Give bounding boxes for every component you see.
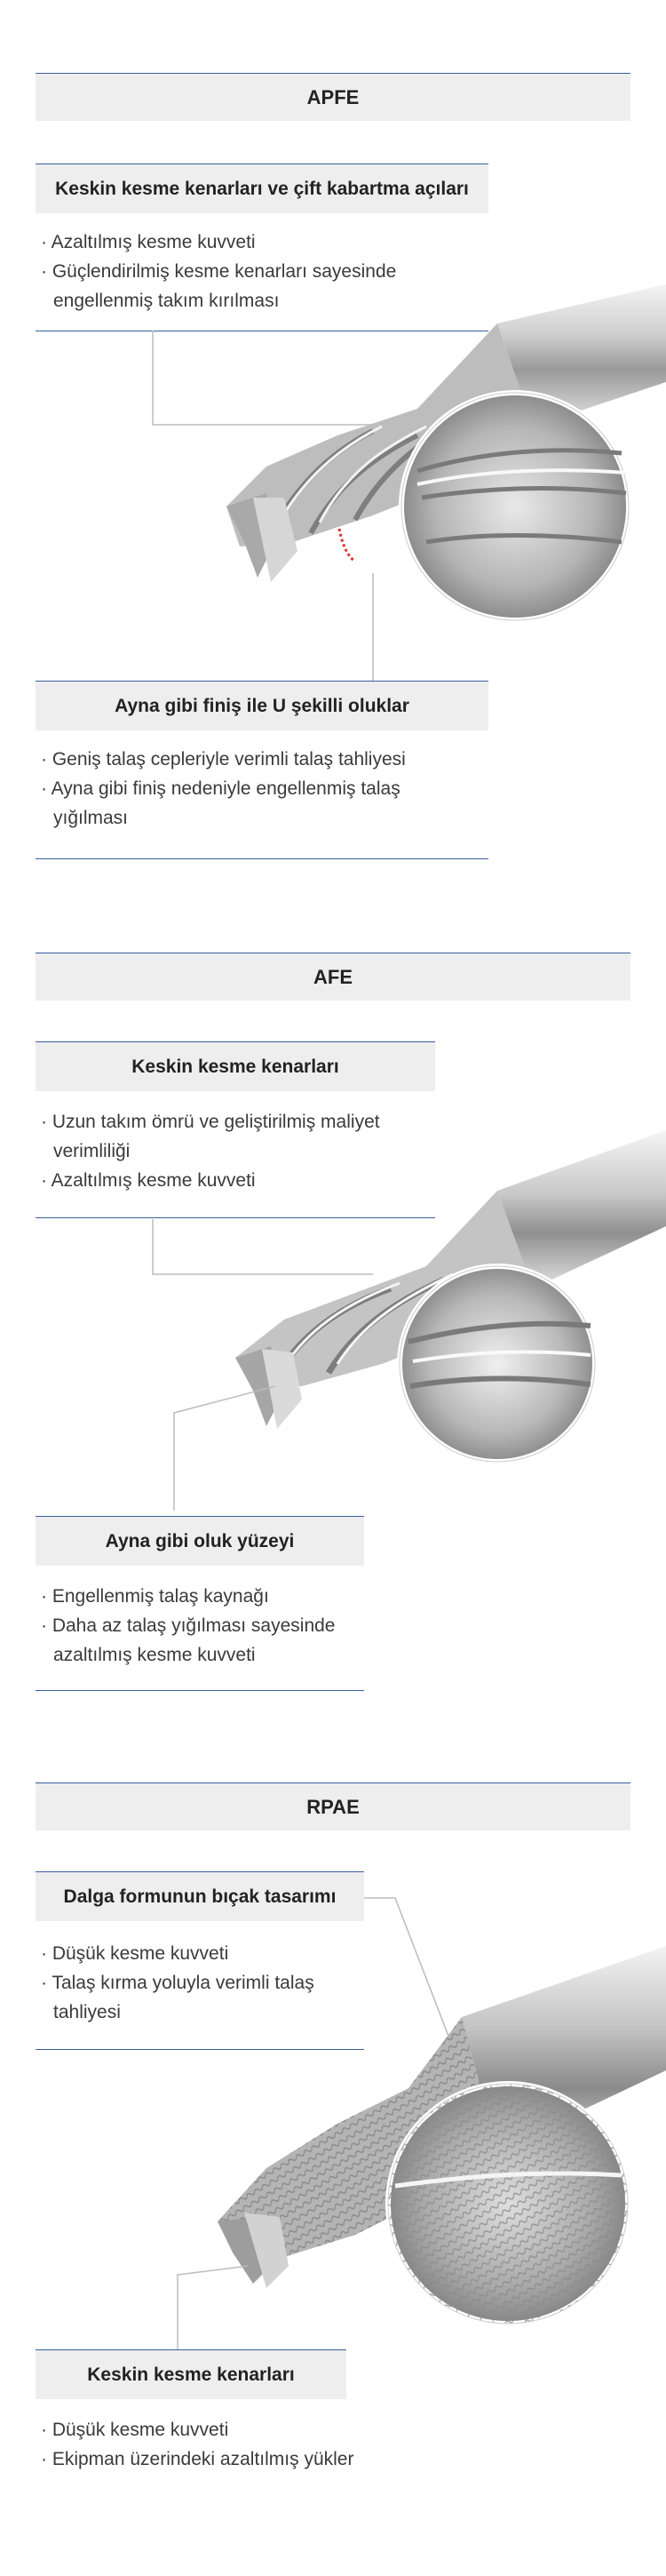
section-title-afe: AFE xyxy=(36,953,630,1001)
bullet-item: · Talaş kırma yoluyla verimli talaş tahliyesi xyxy=(41,1968,361,2027)
bullet-item: · Ayna gibi finiş nedeniyle engellenmiş talaş yığılması xyxy=(41,774,449,833)
bullet-item: · Düşük kesme kuvveti xyxy=(41,2415,414,2444)
bullet-item: · Azaltılmış kesme kuvveti xyxy=(41,227,449,257)
feature-heading: Dalga formunun bıçak tasarımı xyxy=(36,1871,364,1921)
feature-heading: Keskin kesme kenarları xyxy=(36,2349,346,2399)
edge-highlight xyxy=(339,529,355,562)
feature-heading: Ayna gibi oluk yüzeyi xyxy=(36,1516,364,1566)
feature-bullets xyxy=(41,1582,414,1670)
bullet-item: · Güçlendirilmiş kesme kenarları sayesinde engellenmiş takım kırılması xyxy=(41,257,449,315)
divider xyxy=(36,858,488,859)
bullet-item: · Geniş talaş cepleriyle verimli talaş tahliyesi xyxy=(41,745,449,774)
bullet-item: · Ekipman üzerindeki azaltılmış yükler xyxy=(41,2444,414,2474)
bullet-item: · Düşük kesme kuvveti xyxy=(41,1939,361,1968)
feature-heading: Keskin kesme kenarları xyxy=(36,1041,435,1091)
bullet-item: · Uzun takım ömrü ve geliştirilmiş maliyet verimliliği xyxy=(41,1107,414,1166)
feature-heading: Ayna gibi finiş ile U şekilli oluklar xyxy=(36,681,488,730)
bullet-item: · Engellenmiş talaş kaynağı xyxy=(41,1582,414,1611)
afe-tool-illustration xyxy=(0,1120,666,1528)
feature-bullets xyxy=(41,745,449,833)
bullet-item: · Daha az talaş yığılması sayesinde azaltılmış kesme kuvveti xyxy=(41,1611,414,1670)
rpae-tool-illustration xyxy=(0,1893,666,2355)
bullet-item: · Azaltılmış kesme kuvveti xyxy=(41,1166,414,1195)
apfe-tool-illustration xyxy=(0,275,666,684)
divider xyxy=(36,1690,364,1691)
feature-bullets xyxy=(41,2415,414,2474)
section-title-rpae: RPAE xyxy=(36,1782,630,1830)
feature-heading: Keskin kesme kenarları ve çift kabartma açıları xyxy=(36,163,488,213)
section-title-apfe: APFE xyxy=(36,73,630,121)
